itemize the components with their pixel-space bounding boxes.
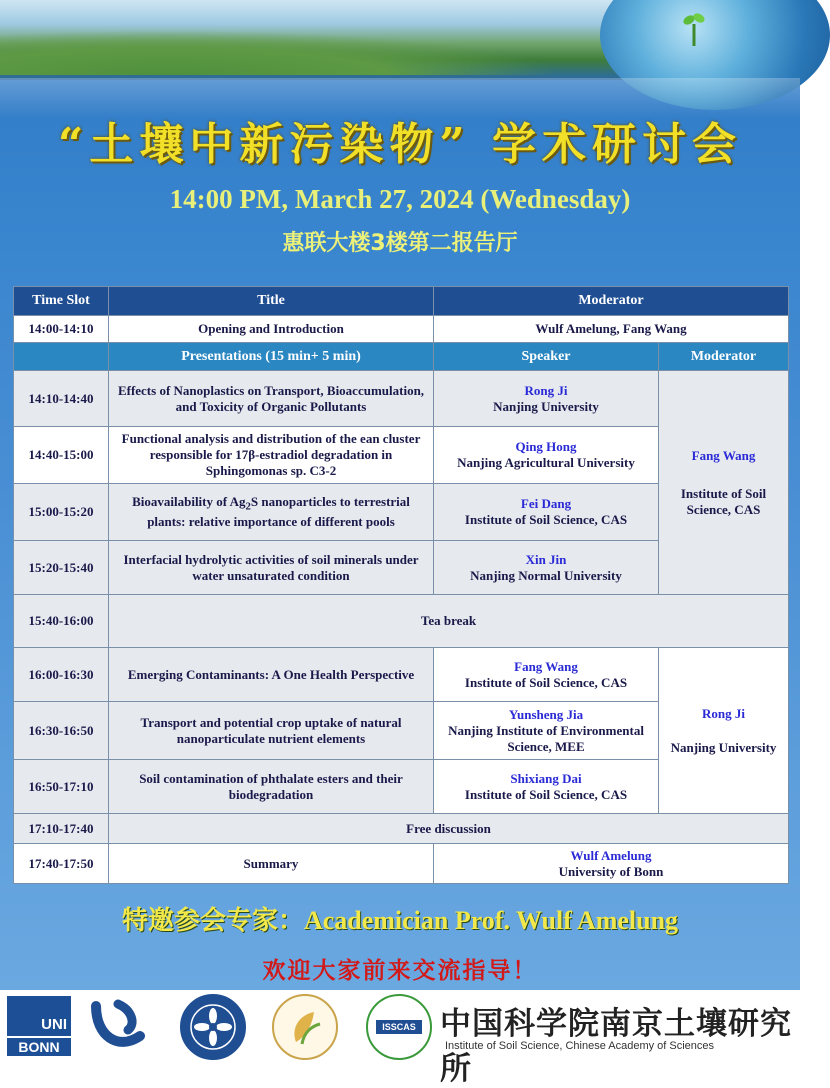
event-datetime: 14:00 PM, March 27, 2024 (Wednesday) bbox=[169, 184, 631, 214]
logo-strip bbox=[0, 990, 800, 1087]
tea-break-label: Tea break bbox=[109, 595, 789, 648]
speaker-name: Fang Wang bbox=[514, 658, 578, 674]
title-cell: Summary bbox=[109, 844, 434, 884]
speaker-name: Qing Hong bbox=[515, 439, 577, 454]
title-cell: Soil contamination of phthalate esters and their biodegradation bbox=[109, 760, 434, 814]
title-cell: Interfacial hydrolytic activities of soil minerals under water unsaturated condition bbox=[109, 541, 434, 595]
speaker-cell bbox=[434, 702, 659, 760]
issas-badge-text: ISSCAS bbox=[376, 1020, 422, 1034]
invited-expert: 特邀参会专家：Academician Prof. Wulf Amelung bbox=[121, 906, 679, 935]
sprout-icon bbox=[683, 8, 705, 46]
discussion-label: Free discussion bbox=[109, 814, 789, 844]
session-header-blank bbox=[14, 343, 109, 371]
moderator-name: Fang Wang bbox=[691, 447, 756, 463]
moderator-affiliation: Nanjing University bbox=[670, 739, 777, 755]
title-cell: Emerging Contaminants: A One Health Perspective bbox=[109, 648, 434, 702]
time-cell: 15:20-15:40 bbox=[14, 541, 109, 595]
time-cell: 14:00-14:10 bbox=[14, 316, 109, 343]
speaker-cell bbox=[434, 484, 659, 541]
welcome-message: 欢迎大家前来交流指导！ bbox=[262, 958, 538, 984]
speaker-name: Shixiang Dai bbox=[510, 770, 582, 786]
title-part: S nanoparticles to terrestrial plants: relative importance of different pools bbox=[147, 493, 410, 530]
table-header-row bbox=[14, 287, 789, 316]
time-cell: 14:40-15:00 bbox=[14, 427, 109, 484]
speaker-cell bbox=[434, 371, 659, 427]
title-cell: Transport and potential crop uptake of natural nanoparticulate nutrient elements bbox=[109, 702, 434, 760]
speaker-affiliation: Nanjing Agricultural University bbox=[457, 455, 635, 470]
speaker-cell bbox=[434, 427, 659, 484]
speaker-affiliation: Nanjing University bbox=[493, 398, 599, 414]
session1-moderator-cell bbox=[659, 371, 789, 595]
session-header-speaker: Speaker bbox=[434, 343, 659, 371]
title-cell bbox=[109, 484, 434, 541]
speaker-name: Yunsheng Jia bbox=[508, 706, 584, 722]
poster-title: “土壤中新污染物” 学术研讨会 bbox=[58, 119, 742, 170]
institute-name-en: Institute of Soil Science, Chinese Academy of Sciences bbox=[445, 1040, 715, 1052]
session-header-moderator: Moderator bbox=[659, 343, 789, 371]
speaker-cell bbox=[434, 541, 659, 595]
header-time-slot: Time Slot bbox=[14, 287, 109, 316]
time-cell: 17:40-17:50 bbox=[14, 844, 109, 884]
hills-graphic bbox=[0, 30, 560, 75]
event-venue: 惠联大楼3楼第二报告厅 bbox=[282, 231, 518, 256]
speaker-name: Xin Jin bbox=[525, 551, 567, 567]
cas-emblem-logo bbox=[180, 994, 246, 1060]
university-of-bonn-logo bbox=[7, 996, 71, 1054]
promotion-society-logo bbox=[272, 994, 338, 1060]
cas-flower-icon bbox=[182, 996, 244, 1058]
tea-break-row bbox=[14, 595, 789, 648]
speaker-name: Fei Dang bbox=[520, 496, 572, 511]
discussion-row bbox=[14, 814, 789, 844]
title-cell: Effects of Nanoplastics on Transport, Bioaccumulation, and Toxicity of Organic Pollutants bbox=[109, 371, 434, 427]
time-cell: 17:10-17:40 bbox=[14, 814, 109, 844]
speaker-affiliation: University of Bonn bbox=[558, 863, 664, 879]
bonn-logo-bonn-text: BONN bbox=[7, 1036, 71, 1056]
speaker-affiliation: Institute of Soil Science, CAS bbox=[464, 674, 628, 690]
moderator-name: Rong Ji bbox=[702, 705, 745, 721]
opening-row bbox=[14, 316, 789, 343]
moderator-affiliation: Institute of Soil Science, CAS bbox=[680, 485, 767, 517]
title-cell: Functional analysis and distribution of the ean cluster responsible for 17β-estradiol degradation in Sphingomonas sp. C3-2 bbox=[109, 427, 434, 484]
speaker-affiliation: Nanjing Normal University bbox=[470, 567, 622, 583]
talk-row bbox=[14, 371, 789, 427]
title-subscript: 2 bbox=[245, 500, 251, 513]
speaker-affiliation: Institute of Soil Science, CAS bbox=[464, 512, 628, 527]
time-cell: 15:40-16:00 bbox=[14, 595, 109, 648]
time-cell: 15:00-15:20 bbox=[14, 484, 109, 541]
bonn-logo-uni-text: UNI bbox=[41, 1016, 67, 1033]
time-cell: 14:10-14:40 bbox=[14, 371, 109, 427]
speaker-name: Rong Ji bbox=[524, 382, 568, 398]
leaf-emblem-icon bbox=[274, 996, 336, 1058]
talk-row bbox=[14, 648, 789, 702]
issas-logo bbox=[366, 994, 432, 1060]
moderator-cell: Wulf Amelung, Fang Wang bbox=[434, 316, 789, 343]
institute-name-cn: 中国科学院南京土壤研究所 bbox=[440, 1006, 792, 1087]
partner-swirl-logo bbox=[88, 996, 148, 1056]
schedule-table bbox=[13, 286, 789, 884]
session2-moderator-cell bbox=[659, 648, 789, 814]
speaker-cell bbox=[434, 760, 659, 814]
summary-row bbox=[14, 844, 789, 884]
landscape-banner bbox=[0, 0, 800, 80]
speaker-affiliation: Nanjing Institute of Environmental Science, MEE bbox=[448, 722, 644, 754]
speaker-name: Wulf Amelung bbox=[570, 847, 652, 863]
time-cell: 16:50-17:10 bbox=[14, 760, 109, 814]
header-moderator: Moderator bbox=[434, 287, 789, 316]
title-cell: Opening and Introduction bbox=[109, 316, 434, 343]
time-cell: 16:30-16:50 bbox=[14, 702, 109, 760]
speaker-cell bbox=[434, 648, 659, 702]
speaker-cell bbox=[434, 844, 789, 884]
header-title: Title bbox=[109, 287, 434, 316]
session-header-presentations: Presentations (15 min+ 5 min) bbox=[109, 343, 434, 371]
title-part: Bioavailability of Ag bbox=[132, 493, 246, 509]
time-cell: 16:00-16:30 bbox=[14, 648, 109, 702]
speaker-affiliation: Institute of Soil Science, CAS bbox=[464, 786, 628, 802]
session-header-row bbox=[14, 343, 789, 371]
